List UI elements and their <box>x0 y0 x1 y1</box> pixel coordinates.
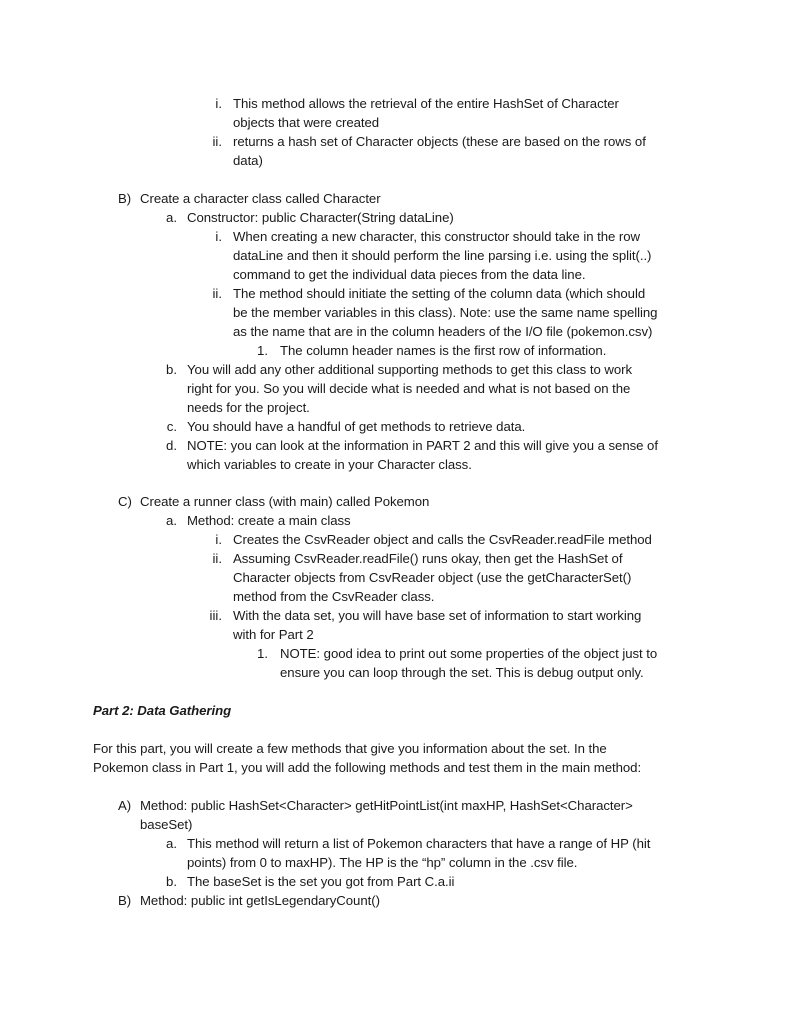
section-c-a-ii-line-3: method from the CsvReader class. <box>233 589 435 604</box>
section-c-a-i-marker: i. <box>215 532 222 547</box>
section-b-a-i-line-1: When creating a new character, this constructor should take in the row <box>233 229 640 244</box>
section-b-b-marker: b. <box>166 362 177 377</box>
section-c-marker: C) <box>118 494 132 509</box>
part2-a-line-1: Method: public HashSet<Character> getHitPointList(int maxHP, HashSet<Character> <box>140 798 633 813</box>
section-b-d-line-2: which variables to create in your Character class. <box>187 457 472 472</box>
section-b-d-marker: d. <box>166 438 177 453</box>
section-b-a-i-marker: i. <box>215 229 222 244</box>
section-c-a-iii-line-2: with for Part 2 <box>233 627 314 642</box>
list-marker-ii: ii. <box>212 134 222 149</box>
section-c-a-text: Method: create a main class <box>187 513 351 528</box>
section-b-a-i-line-3: command to get the individual data pieces from the data line. <box>233 267 586 282</box>
section-b-b-line-2: right for you. So you will decide what is needed and what is not based on the <box>187 381 631 396</box>
part2-a-b-marker: b. <box>166 874 177 889</box>
section-b-a-ii-1-marker: 1. <box>257 343 268 358</box>
section-b-a-ii-line-1: The method should initiate the setting of the column data (which should <box>233 286 646 301</box>
section-c-a-ii-marker: ii. <box>212 551 222 566</box>
part2-a-marker: A) <box>118 798 132 813</box>
section-c-a-iii-marker: iii. <box>209 608 222 623</box>
section-c-title: Create a runner class (with main) called Pokemon <box>140 494 430 509</box>
section-b-a-i-line-2: dataLine and then it should perform the line parsing i.e. using the split(..) <box>233 248 652 263</box>
part2-heading: Part 2: Data Gathering <box>93 703 232 718</box>
part2-a-a-marker: a. <box>166 836 177 851</box>
part2-intro-line-2: Pokemon class in Part 1, you will add the following methods and test them in the main method: <box>93 760 642 775</box>
section-c-a-i-text: Creates the CsvReader object and calls the CsvReader.readFile method <box>233 532 652 547</box>
top-item-i-line-1: This method allows the retrieval of the entire HashSet of Character <box>233 96 619 111</box>
section-b-c-text: You should have a handful of get methods to retrieve data. <box>187 419 526 434</box>
section-c-a-ii-line-2: Character objects from CsvReader object (use the getCharacterSet() <box>233 570 632 585</box>
section-b-b-line-1: You will add any other additional supporting methods to get this class to work <box>187 362 632 377</box>
part2-intro-line-1: For this part, you will create a few methods that give you information about the set. In the <box>93 741 607 756</box>
section-b-marker: B) <box>118 191 132 206</box>
section-b-d-line-1: NOTE: you can look at the information in PART 2 and this will give you a sense of <box>187 438 658 453</box>
section-b-a-text: Constructor: public Character(String dataLine) <box>187 210 454 225</box>
section-b-a-marker: a. <box>166 210 177 225</box>
section-b-a-ii-line-3: as the name that are in the column headers of the I/O file (pokemon.csv) <box>233 324 653 339</box>
section-b-c-marker: c. <box>166 419 177 434</box>
section-b-title: Create a character class called Character <box>140 191 381 206</box>
section-b-a-ii-line-2: be the member variables in this class). Note: use the same name spelling <box>233 305 658 320</box>
top-item-ii-line-1: returns a hash set of Character objects (these are based on the rows of <box>233 134 646 149</box>
part2-b-text: Method: public int getIsLegendaryCount() <box>140 893 380 908</box>
part2-a-a-line-1: This method will return a list of Pokemon characters that have a range of HP (hit <box>187 836 651 851</box>
section-c-a-iii-1-line-1: NOTE: good idea to print out some properties of the object just to <box>280 646 658 661</box>
section-b-b-line-3: needs for the project. <box>187 400 310 415</box>
top-item-i-line-2: objects that were created <box>233 115 380 130</box>
section-c-a-ii-line-1: Assuming CsvReader.readFile() runs okay, then get the HashSet of <box>233 551 623 566</box>
section-c-a-iii-line-1: With the data set, you will have base set of information to start working <box>233 608 642 623</box>
part2-a-line-2: baseSet) <box>140 817 193 832</box>
section-b-a-ii-marker: ii. <box>212 286 222 301</box>
list-marker-i: i. <box>215 96 222 111</box>
part2-b-marker: B) <box>118 893 132 908</box>
section-c-a-iii-1-marker: 1. <box>257 646 268 661</box>
section-c-a-iii-1-line-2: ensure you can loop through the set. This is debug output only. <box>280 665 644 680</box>
part2-a-b-text: The baseSet is the set you got from Part C.a.ii <box>187 874 455 889</box>
top-item-ii-line-2: data) <box>233 153 263 168</box>
part2-a-a-line-2: points) from 0 to maxHP). The HP is the “hp” column in the .csv file. <box>187 855 578 870</box>
section-c-a-marker: a. <box>166 513 177 528</box>
section-b-a-ii-1-text: The column header names is the first row of information. <box>280 343 607 358</box>
